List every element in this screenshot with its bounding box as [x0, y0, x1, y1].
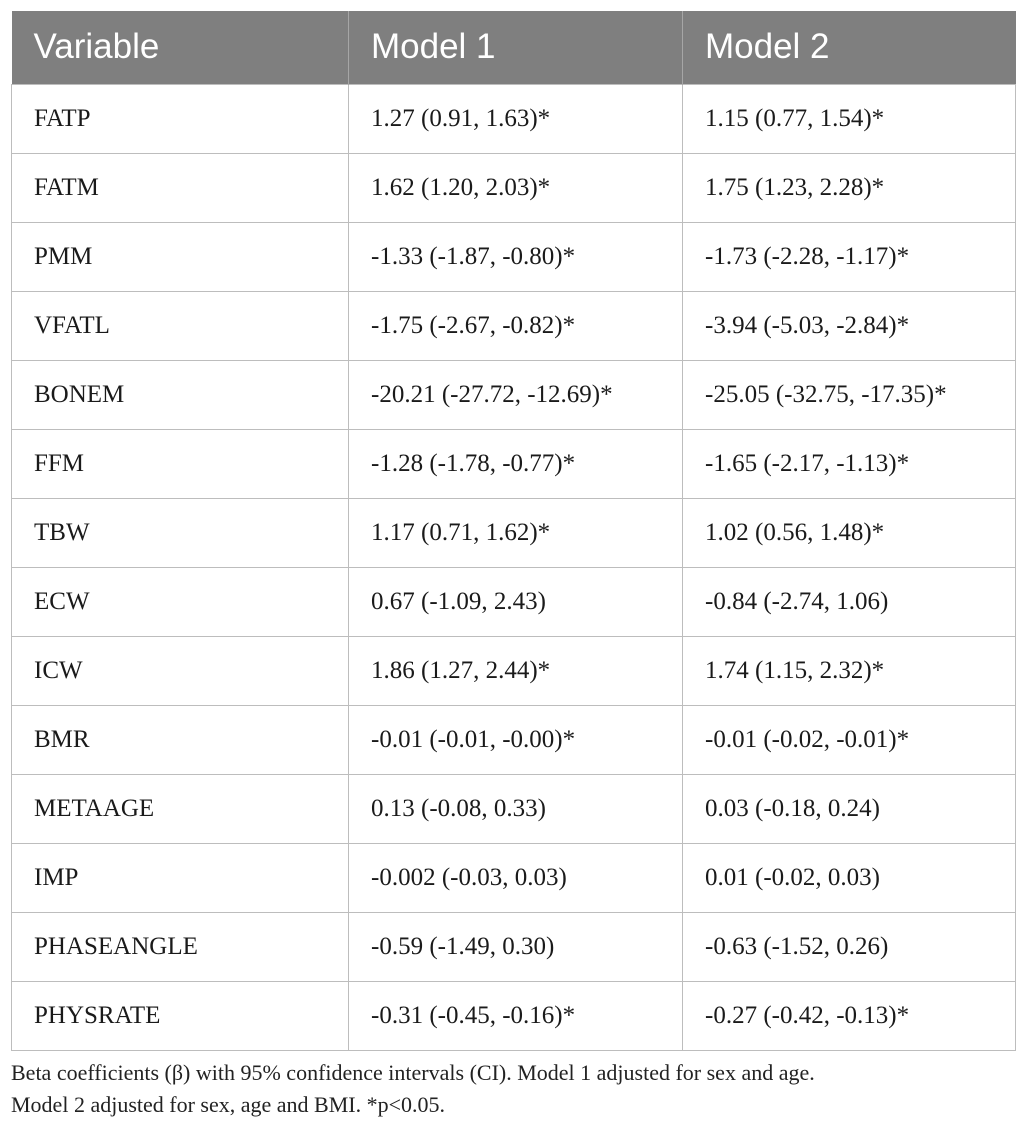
cell-variable: FATM: [12, 153, 349, 222]
table-row: [12, 705, 1016, 774]
cell-variable: IMP: [12, 843, 349, 912]
cell-model-1: -0.002 (-0.03, 0.03): [349, 843, 683, 912]
cell-model-1: 1.17 (0.71, 1.62)*: [349, 498, 683, 567]
cell-model-1: -0.59 (-1.49, 0.30): [349, 912, 683, 981]
footnote-line-2: Model 2 adjusted for sex, age and BMI. *p<0.05.: [11, 1092, 445, 1117]
cell-variable: PHASEANGLE: [12, 912, 349, 981]
cell-model-2: -25.05 (-32.75, -17.35)*: [683, 360, 1016, 429]
table-row: [12, 981, 1016, 1050]
footnote-line-1: Beta coefficients (β) with 95% confidence intervals (CI). Model 1 adjusted for sex and age.: [11, 1060, 815, 1085]
table-row: [12, 222, 1016, 291]
cell-model-1: 0.67 (-1.09, 2.43): [349, 567, 683, 636]
cell-model-1: 1.27 (0.91, 1.63)*: [349, 84, 683, 153]
cell-model-1: 0.13 (-0.08, 0.33): [349, 774, 683, 843]
cell-model-2: -1.73 (-2.28, -1.17)*: [683, 222, 1016, 291]
table-footnote: [11, 1057, 1015, 1121]
cell-variable: PMM: [12, 222, 349, 291]
cell-model-1: 1.86 (1.27, 2.44)*: [349, 636, 683, 705]
cell-model-1: 1.62 (1.20, 2.03)*: [349, 153, 683, 222]
cell-model-1: -1.28 (-1.78, -0.77)*: [349, 429, 683, 498]
results-table-container: [11, 11, 1015, 1051]
cell-variable: PHYSRATE: [12, 981, 349, 1050]
cell-model-2: 1.15 (0.77, 1.54)*: [683, 84, 1016, 153]
cell-model-1: -20.21 (-27.72, -12.69)*: [349, 360, 683, 429]
cell-variable: BONEM: [12, 360, 349, 429]
header-model-1: Model 1: [349, 11, 683, 84]
table-row: [12, 774, 1016, 843]
cell-model-2: -0.01 (-0.02, -0.01)*: [683, 705, 1016, 774]
cell-variable: VFATL: [12, 291, 349, 360]
cell-model-2: -0.84 (-2.74, 1.06): [683, 567, 1016, 636]
table-row: [12, 636, 1016, 705]
cell-model-1: -1.33 (-1.87, -0.80)*: [349, 222, 683, 291]
cell-model-1: -1.75 (-2.67, -0.82)*: [349, 291, 683, 360]
header-variable: Variable: [12, 11, 349, 84]
table-row: [12, 84, 1016, 153]
cell-model-1: -0.01 (-0.01, -0.00)*: [349, 705, 683, 774]
cell-model-1: -0.31 (-0.45, -0.16)*: [349, 981, 683, 1050]
cell-model-2: -3.94 (-5.03, -2.84)*: [683, 291, 1016, 360]
table-row: [12, 912, 1016, 981]
table-row: [12, 843, 1016, 912]
table-header-row: [12, 11, 1016, 84]
cell-model-2: 0.03 (-0.18, 0.24): [683, 774, 1016, 843]
table-row: [12, 567, 1016, 636]
table-row: [12, 429, 1016, 498]
cell-model-2: -1.65 (-2.17, -1.13)*: [683, 429, 1016, 498]
cell-variable: TBW: [12, 498, 349, 567]
cell-model-2: -0.63 (-1.52, 0.26): [683, 912, 1016, 981]
cell-variable: FATP: [12, 84, 349, 153]
results-table: [11, 11, 1016, 1051]
table-row: [12, 291, 1016, 360]
cell-model-2: -0.27 (-0.42, -0.13)*: [683, 981, 1016, 1050]
cell-model-2: 1.75 (1.23, 2.28)*: [683, 153, 1016, 222]
header-model-2: Model 2: [683, 11, 1016, 84]
cell-variable: ECW: [12, 567, 349, 636]
cell-variable: METAAGE: [12, 774, 349, 843]
cell-variable: BMR: [12, 705, 349, 774]
cell-model-2: 0.01 (-0.02, 0.03): [683, 843, 1016, 912]
table-row: [12, 360, 1016, 429]
cell-variable: ICW: [12, 636, 349, 705]
cell-variable: FFM: [12, 429, 349, 498]
cell-model-2: 1.74 (1.15, 2.32)*: [683, 636, 1016, 705]
table-row: [12, 498, 1016, 567]
cell-model-2: 1.02 (0.56, 1.48)*: [683, 498, 1016, 567]
table-row: [12, 153, 1016, 222]
